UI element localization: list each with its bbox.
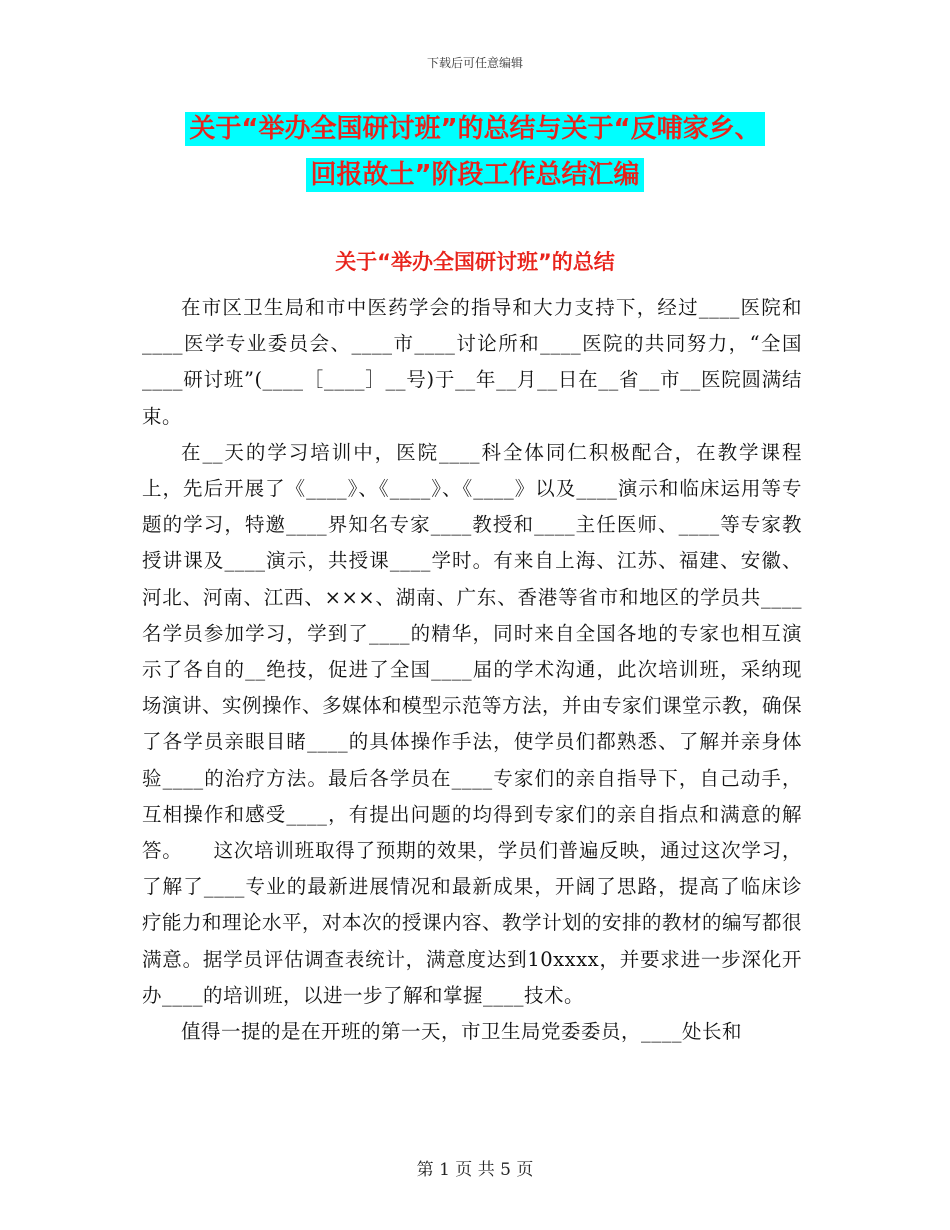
paragraph-1: 在市区卫生局和市中医药学会的指导和大力支持下，经过____医院和____医学专业委员会、____市____讨论所和____医院的共同努力，“全国____研讨班”(____［____］__号)于__年__月__日在__省__市__医院圆满结束。 — [142, 296, 802, 428]
header-note: 下载后可任意编辑 — [426, 56, 523, 70]
paragraph-3: 值得一提的是在开班的第一天，市卫生局党委委员，____处长和 — [181, 1020, 743, 1044]
document-title-line-2 — [0, 155, 950, 195]
document-title-text-2: 回报故土”阶段工作总结汇编 — [306, 158, 643, 192]
page-footer: 第 1 页 共 5 页 — [416, 1160, 534, 1180]
paragraph-2: 在__天的学习培训中，医院____科全体同仁积极配合，在教学课程上，先后开展了《____》、《____》、《____》以及____演示和临床运用等专题的学习，特邀____界知名专家____教授和____主任医师、____等专家教授讲课及____演示，共授课____学时。有来自上海、江苏、福建、安徽、河北、河南、江西、×××、湖南、广东、香港等省市和地区的学员共____名学员参加学习，学到了____的精华，同时来自全国各地的专家也相互演示了各自的__绝技，促进了全国____届的学术沟通，此次培训班，采纳现场演讲、实例操作、多媒体和模型示范等方法，并由专家们课堂示教，确保了各学员亲眼目睹____的具体操作手法，使学员们都熟悉、了解并亲身体验____的治疗方法。最后各学员在____专家们的亲自指导下，自己动手，互相操作和感受____，有提出问题的均得到专家们的亲自指点和满意的解答。 这次培训班取得了预期的效果，学员们普遍反映，通过这次学习，了解了____专业的最新进展情况和最新成果，开阔了思路，提高了临床诊疗能力和理论水平，对本次的授课内容、教学计划的安排的教材的编写都很满意。据学员评估调查表统计，满意度达到10xxxx，并要求进一步深化开办____的培训班，以进一步了解和掌握____技术。 — [142, 440, 803, 1007]
section-title: 关于“举办全国研讨班”的总结 — [335, 250, 615, 274]
document-title-line-1 — [0, 109, 950, 149]
document-body — [142, 290, 802, 1050]
document-title-text-1: 关于“举办全国研讨班”的总结与关于“反哺家乡、 — [185, 112, 764, 146]
